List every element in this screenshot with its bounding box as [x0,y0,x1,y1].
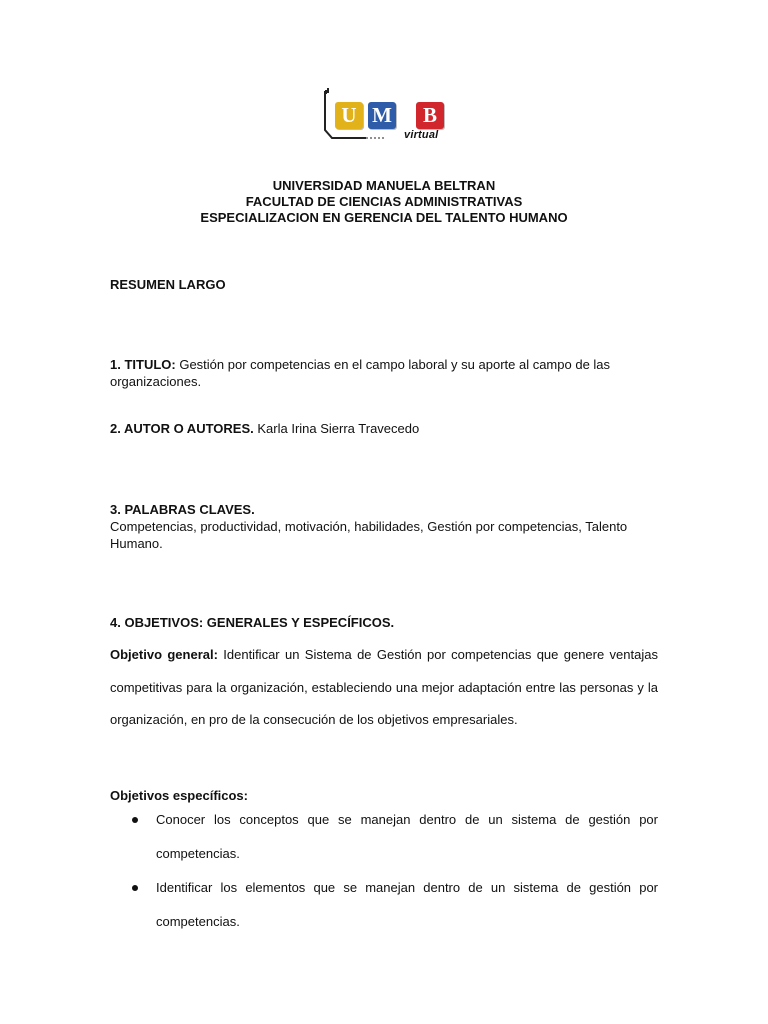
logo-subtitle: virtual [404,129,439,141]
objetivos-heading: 4. OBJETIVOS: GENERALES Y ESPECÍFICOS. [110,615,395,630]
list-item-text: Conocer los conceptos que se manejan dentro de un sistema de gestión por competencias. [156,812,658,861]
logo-letter-m: M [368,102,396,129]
section-palabras-claves [110,501,658,552]
university-name: UNIVERSIDAD MANUELA BELTRAN [272,178,496,193]
list-item [110,871,658,939]
autor-text: Karla Irina Sierra Travecedo [257,421,420,436]
list-item-text: Identificar los elementos que se manejan dentro de un sistema de gestión por competencias. [156,880,658,929]
list-item [110,803,658,871]
objetivo-general-label: Objetivo general: [110,647,218,662]
bullet-icon [132,817,138,823]
objetivos-especificos-list [110,803,658,939]
objetivo-general [110,639,658,737]
titulo-label: 1. TITULO: [110,357,176,372]
autor-label: 2. AUTOR O AUTORES. [110,421,254,436]
program-name: ESPECIALIZACION EN GERENCIA DEL TALENTO HUMANO [200,210,568,225]
objetivos-especificos-label: Objetivos específicos: [110,788,248,803]
institution-header [0,178,768,226]
document-type: RESUMEN LARGO [110,277,226,292]
faculty-name: FACULTAD DE CIENCIAS ADMINISTRATIVAS [245,194,523,209]
section-titulo [110,356,658,390]
bullet-icon [132,885,138,891]
palabras-label: 3. PALABRAS CLAVES. [110,502,255,517]
logo-letter-u: U [335,102,363,129]
objetivo-general-text: Identificar un Sistema de Gestión por competencias que genere ventajas competitivas para la organización, estableciendo una mejor adaptación entre las personas y la organización, en pro de la consecución de los objetivos empresariales. [110,647,658,727]
section-autor [110,420,658,437]
titulo-text: Gestión por competencias en el campo laboral y su aporte al campo de las organizaciones. [110,357,611,389]
logo-letter-b: B [416,102,444,129]
umb-logo [322,86,454,146]
palabras-text: Competencias, productividad, motivación, habilidades, Gestión por competencias, Talento Humano. [110,519,628,551]
